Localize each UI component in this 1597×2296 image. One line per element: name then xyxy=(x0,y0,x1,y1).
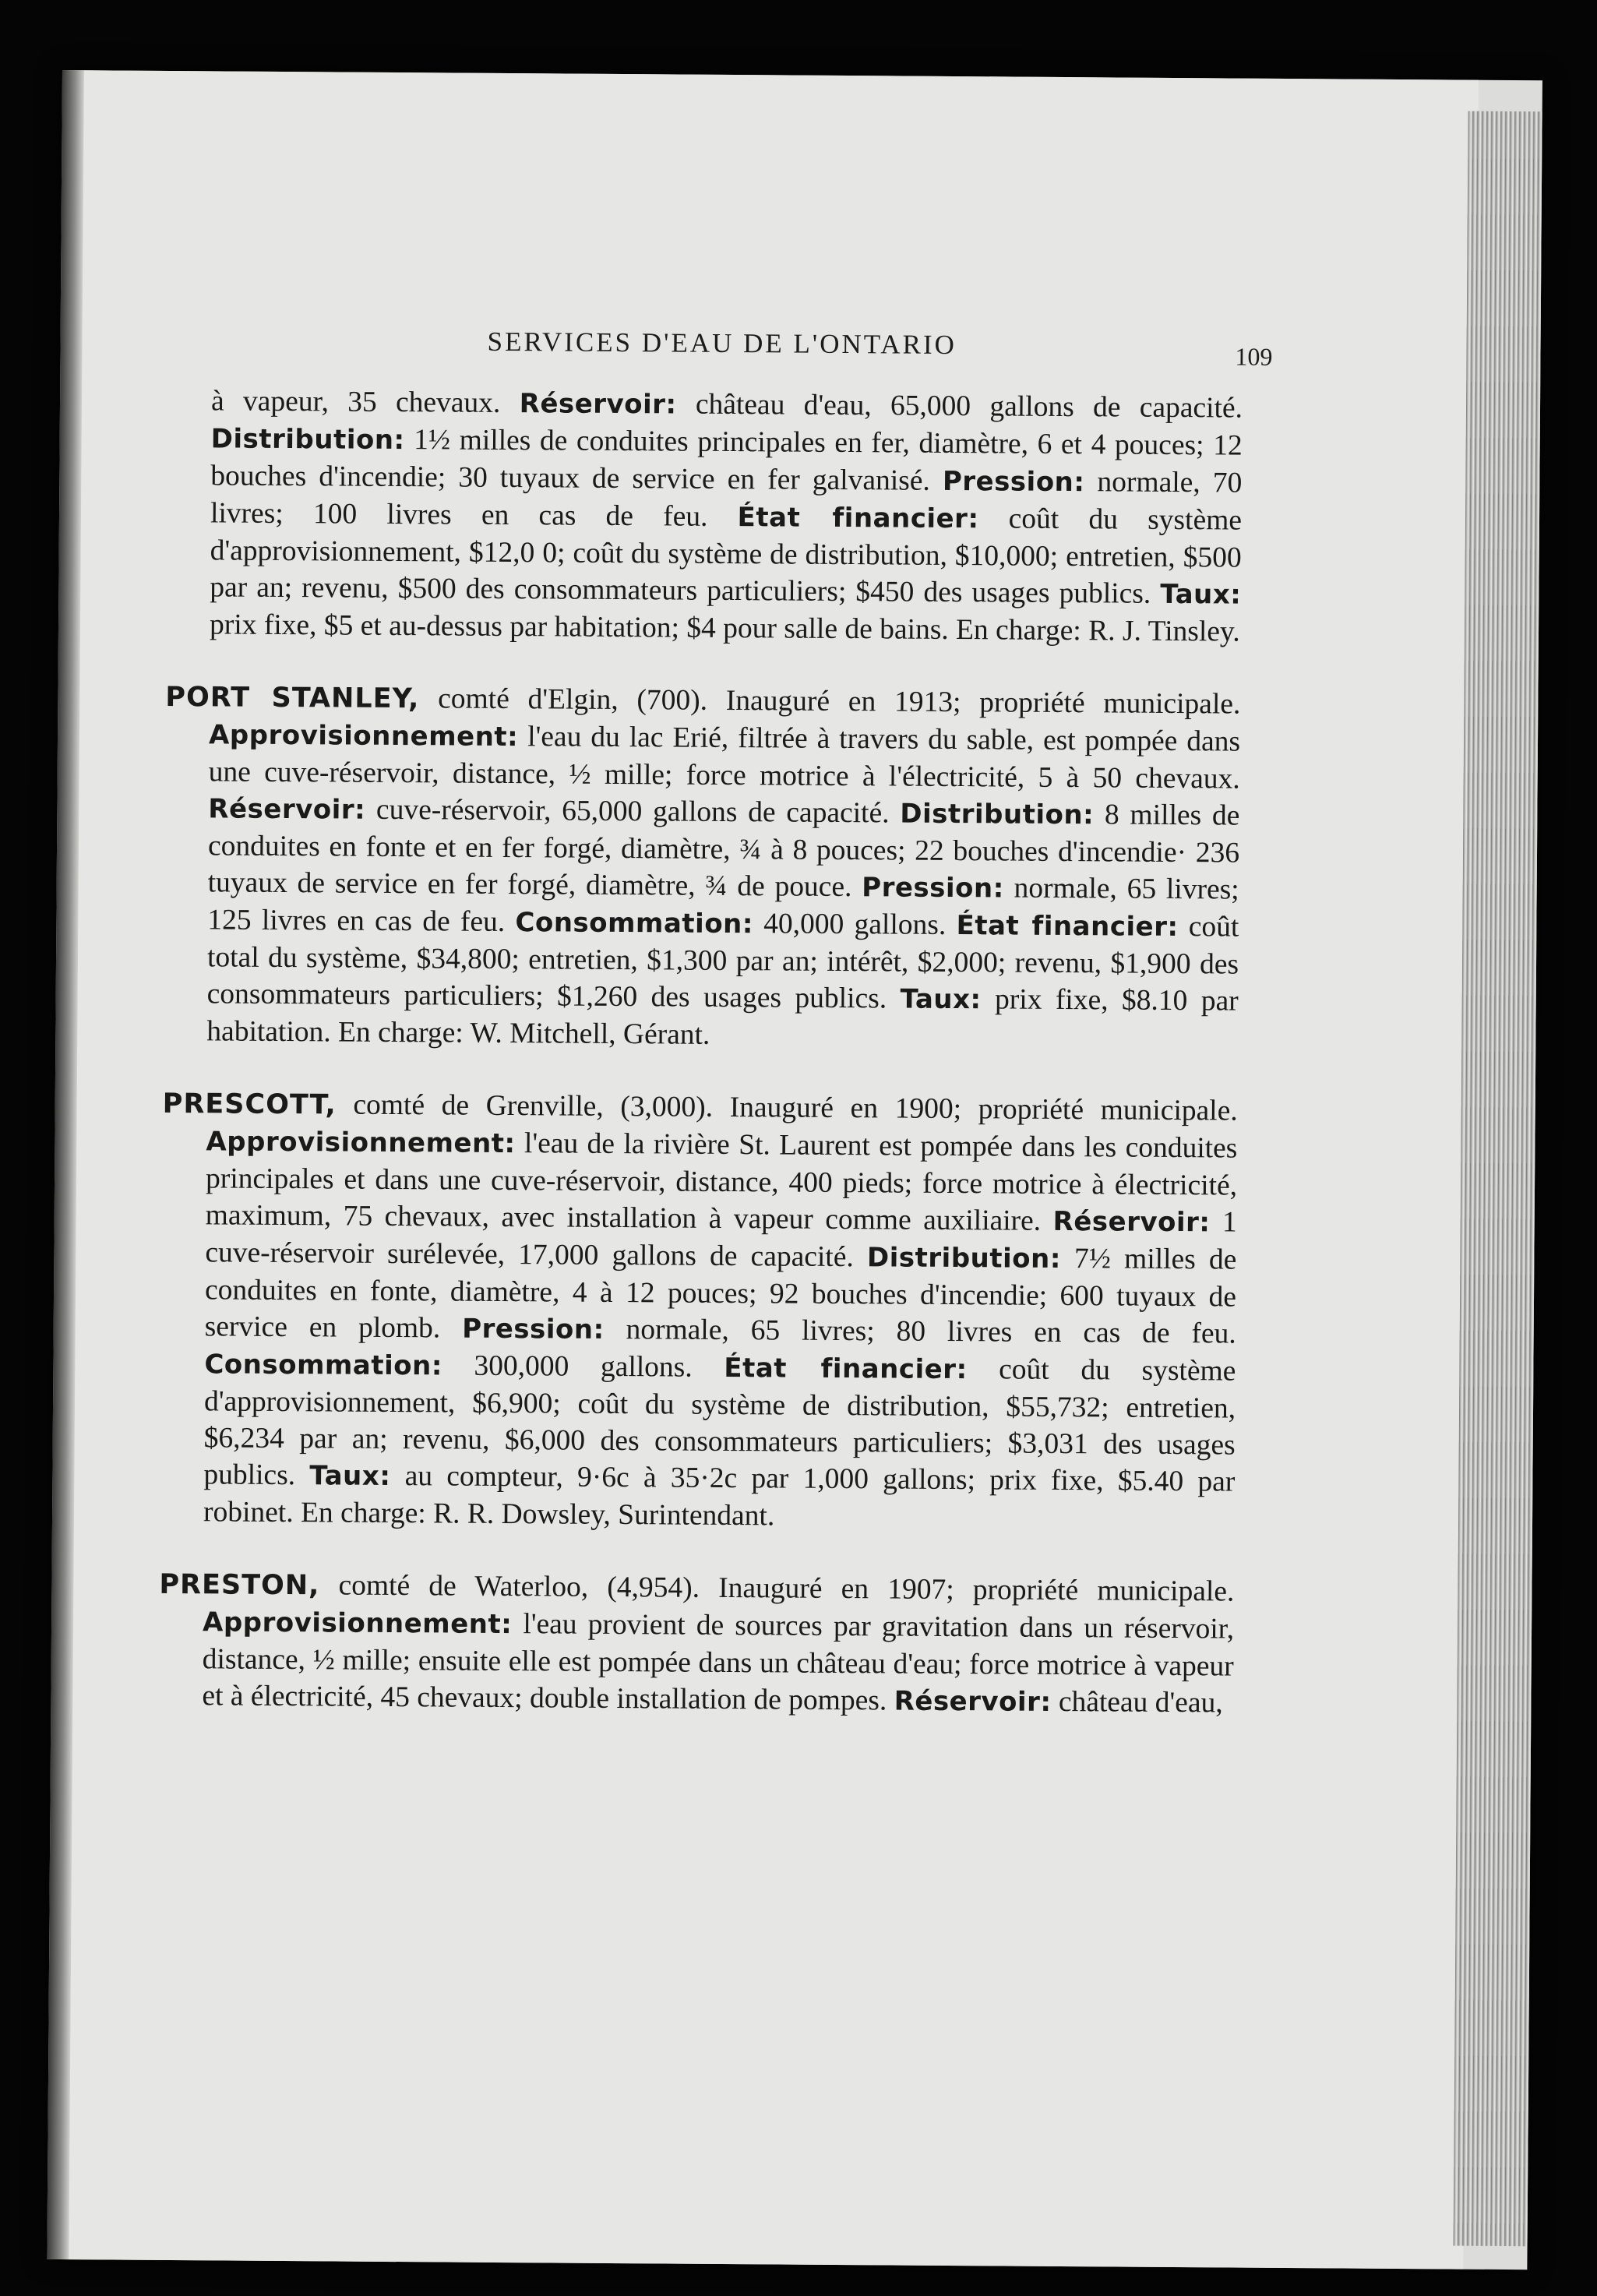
field-label: Taux: xyxy=(1160,578,1242,611)
page-body xyxy=(158,383,1243,1758)
field-label: Réservoir: xyxy=(894,1685,1052,1718)
field-label: Approvisionnement: xyxy=(202,1606,513,1641)
field-label: Taux: xyxy=(309,1460,391,1492)
entry-town-name: PORT STANLEY, xyxy=(165,681,420,715)
field-label: Réservoir: xyxy=(519,388,677,421)
entry-text: normale, 70 livres; 100 livres en cas de feu. xyxy=(210,466,1243,534)
entry-text: coût du système d'approvisionnement, $6,900; coût du système de distribution, $55,732; entretien, $6,234 par an; revenu, $6,000 des consommateurs particuliers; $3,031 des usages publics. xyxy=(203,1353,1236,1492)
page-edges xyxy=(1454,111,1542,2247)
entry-text: l'eau de la rivière St. Laurent est pompée dans les conduites principales et dans une cuve-réservoir, distance, 400 pieds; force motrice à électricité, maximum, 75 chevaux, avec installation à vapeur comme auxiliaire. xyxy=(205,1127,1238,1237)
field-label: Consommation: xyxy=(515,907,754,940)
entry-text: comté de Grenville, (3,000). Inauguré en 1900; propriété municipale. xyxy=(336,1088,1238,1127)
entry-text: coût du système d'approvisionnement, $12,0 0; coût du système de distribution, $10,000; entretien, $500 par an; revenu, $500 des consommateurs particuliers; $450 des usages publics. xyxy=(210,503,1243,610)
field-label: État financier: xyxy=(737,502,979,535)
entry xyxy=(163,679,1240,1057)
field-label: Pression: xyxy=(462,1313,605,1346)
field-label: Réservoir: xyxy=(208,793,366,826)
entry-text: normale, 65 livres; 80 livres en cas de feu. xyxy=(604,1313,1236,1350)
entry-continuation xyxy=(166,383,1243,651)
page xyxy=(69,70,1479,2269)
field-label: Distribution: xyxy=(210,423,405,457)
entry-text: comté d'Elgin, (700). Inauguré en 1913; propriété municipale. xyxy=(419,682,1241,721)
entry-text: comté de Waterloo, (4,954). Inauguré en 1907; propriété municipale. xyxy=(319,1569,1235,1608)
entry-text: château d'eau, xyxy=(1051,1685,1223,1719)
field-label: Consommation: xyxy=(204,1349,443,1382)
entry-text: au compteur, 9·6c à 35·2c par 1,000 gallons; prix fixe, $5.40 par robinet. En charge: R. R. Dowsley, Surintendant. xyxy=(203,1459,1236,1532)
entry-text: prix fixe, $8.10 par habitation. En charge: W. Mitchell, Gérant. xyxy=(206,983,1239,1051)
field-label: État financier: xyxy=(956,910,1179,943)
page-number: 109 xyxy=(1235,342,1273,371)
field-label: Réservoir: xyxy=(1052,1205,1211,1239)
field-label: Pression: xyxy=(862,872,1004,905)
entry-text: l'eau provient de sources par gravitation dans un réservoir, distance, ½ mille; ensuite elle est pompée dans un château d'eau; force motrice à vapeur et à électricité, 45 chevaux; double installation de pompes. xyxy=(202,1608,1235,1717)
running-head: SERVICES D'EAU DE L'ONTARIO xyxy=(487,326,957,361)
entry-text: 1 cuve-réservoir surélevée, 17,000 gallons de capacité. xyxy=(205,1206,1237,1274)
entry xyxy=(158,1566,1234,1723)
entry-text: 1½ milles de conduites principales en fer, diamètre, 6 et 4 pouces; 12 bouches d'incendie; 30 tuyaux de service en fer galvanisé. xyxy=(210,424,1243,497)
entry-text: 7½ milles de conduites en fonte, diamètre, 4 à 12 pouces; 92 bouches d'incendie; 600 tuyaux de service en plomb. xyxy=(204,1242,1237,1345)
field-label: Taux: xyxy=(900,983,982,1016)
entry-text: cuve-réservoir, 65,000 gallons de capacité. xyxy=(365,793,901,830)
book-page-photo xyxy=(47,70,1542,2270)
field-label: Approvisionnement: xyxy=(206,1126,516,1160)
entry-text: normale, 65 livres; 125 livres en cas de feu. xyxy=(207,872,1239,939)
field-label: Pression: xyxy=(942,465,1085,499)
entry-text: à vapeur, 35 chevaux. xyxy=(210,385,520,420)
field-label: Distribution: xyxy=(866,1242,1062,1275)
entry-text: 300,000 gallons. xyxy=(442,1349,724,1384)
entry-text: 8 milles de conduites en fonte et en fer forgé, diamètre, ¾ à 8 pouces; 22 bouches d'incendie· 236 tuyaux de service en fer forgé, diamètre, ¾ de pouce. xyxy=(207,799,1240,904)
entry-town-name: PRESTON, xyxy=(159,1568,320,1602)
field-label: Approvisionnement: xyxy=(208,719,519,753)
entry xyxy=(160,1085,1238,1538)
entry-town-name: PRESCOTT, xyxy=(162,1088,337,1121)
entry-text: l'eau du lac Erié, filtrée à travers du sable, est pompée dans une cuve-réservoir, distance, ½ mille; force motrice à l'électricité, 5 à 50 chevaux. xyxy=(208,721,1241,795)
entry-text: coût total du système, $34,800; entretien, $1,300 par an; intérêt, $2,000; revenu, $1,900 des consommateurs particuliers; $1,260 des usages publics. xyxy=(206,911,1239,1015)
entry-text: 40,000 gallons. xyxy=(753,908,957,942)
field-label: Distribution: xyxy=(900,798,1095,831)
field-label: État financier: xyxy=(724,1352,968,1386)
page-header xyxy=(82,323,1476,379)
entry-text: château d'eau, 65,000 gallons de capacité. xyxy=(676,388,1243,425)
entry-text: prix fixe, $5 et au-dessus par habitation; $4 pour salle de bains. En charge: R. J. Tinsley. xyxy=(209,608,1240,648)
